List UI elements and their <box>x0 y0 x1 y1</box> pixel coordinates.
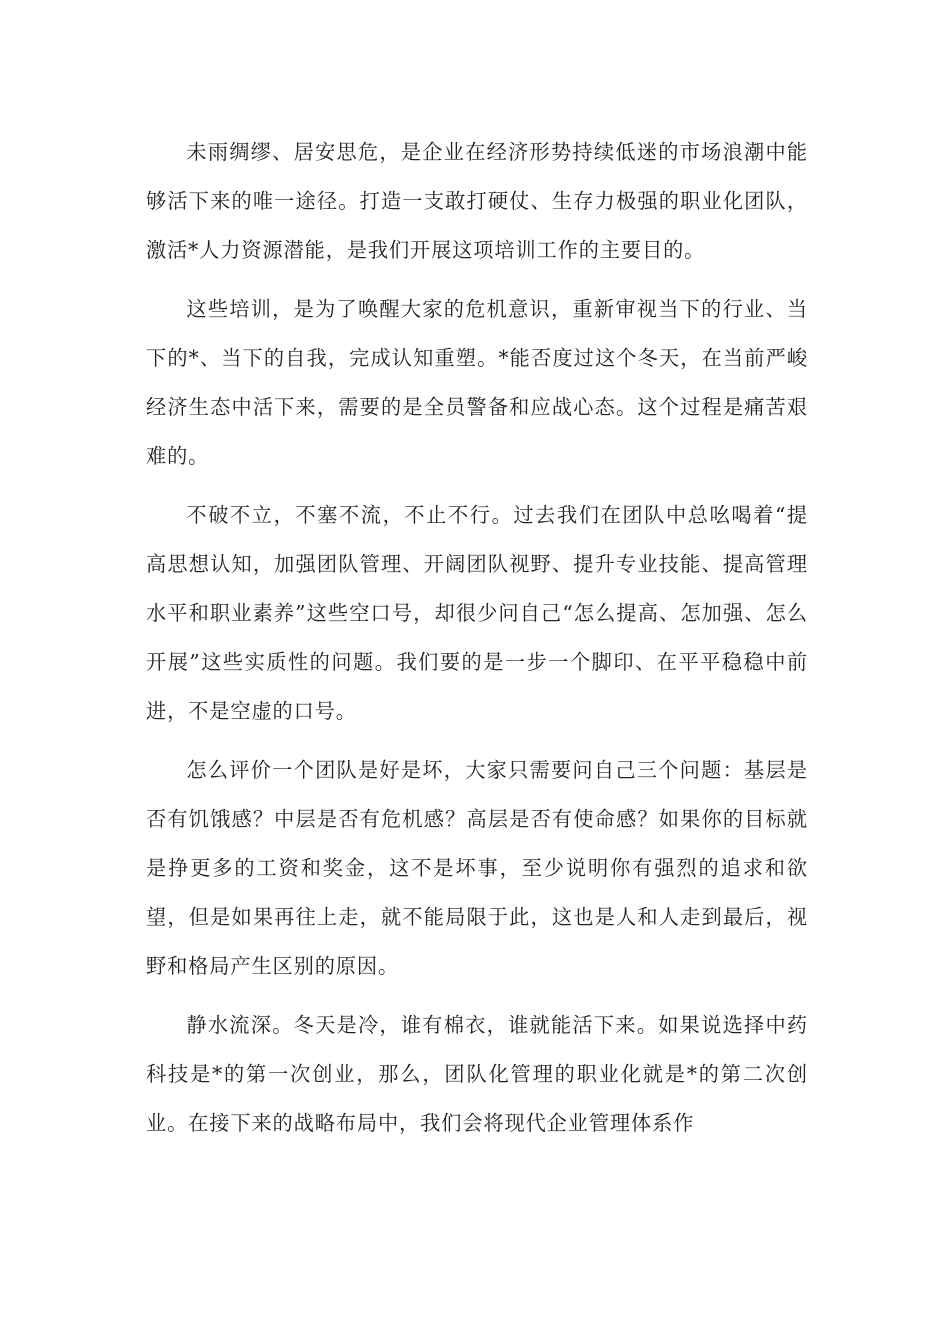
paragraph-3: 不破不立，不塞不流，不止不行。过去我们在团队中总吆喝着“提高思想认知，加强团队管理、开阔团队视野、提升专业技能、提高管理水平和职业素养”这些空口号，却很少问自己“怎么提高、怎加强、怎么开展”这些实质性的问题。我们要的是一步一个脚印、在平平稳稳中前进，不是空虚的口号。 <box>146 503 808 723</box>
document-body <box>146 128 808 1158</box>
paragraph-5: 静水流深。冬天是冷，谁有棉衣，谁就能活下来。如果说选择中药科技是*的第一次创业，那么，团队化管理的职业化就是*的第二次创业。在接下来的战略布局中，我们会将现代企业管理体系作 <box>146 1013 808 1135</box>
paragraph-2: 这些培训，是为了唤醒大家的危机意识，重新审视当下的行业、当下的*、当下的自我，完成认知重塑。*能否度过这个冬天，在当前严峻经济生态中活下来，需要的是全员警备和应战心态。这个过程是痛苦艰难的。 <box>146 297 808 468</box>
paragraph-1: 未雨绸缪、居安思危，是企业在经济形势持续低迷的市场浪潮中能够活下来的唯一途径。打造一支敢打硬仗、生存力极强的职业化团队，激活*人力资源潜能，是我们开展这项培训工作的主要目的。 <box>146 140 808 262</box>
paragraph-4: 怎么评价一个团队是好是坏，大家只需要问自己三个问题：基层是否有饥饿感？中层是否有危机感？高层是否有使命感？如果你的目标就是挣更多的工资和奖金，这不是坏事，至少说明你有强烈的追求和欲望，但是如果再往上走，就不能局限于此，这也是人和人走到最后，视野和格局产生区别的原因。 <box>146 758 808 978</box>
